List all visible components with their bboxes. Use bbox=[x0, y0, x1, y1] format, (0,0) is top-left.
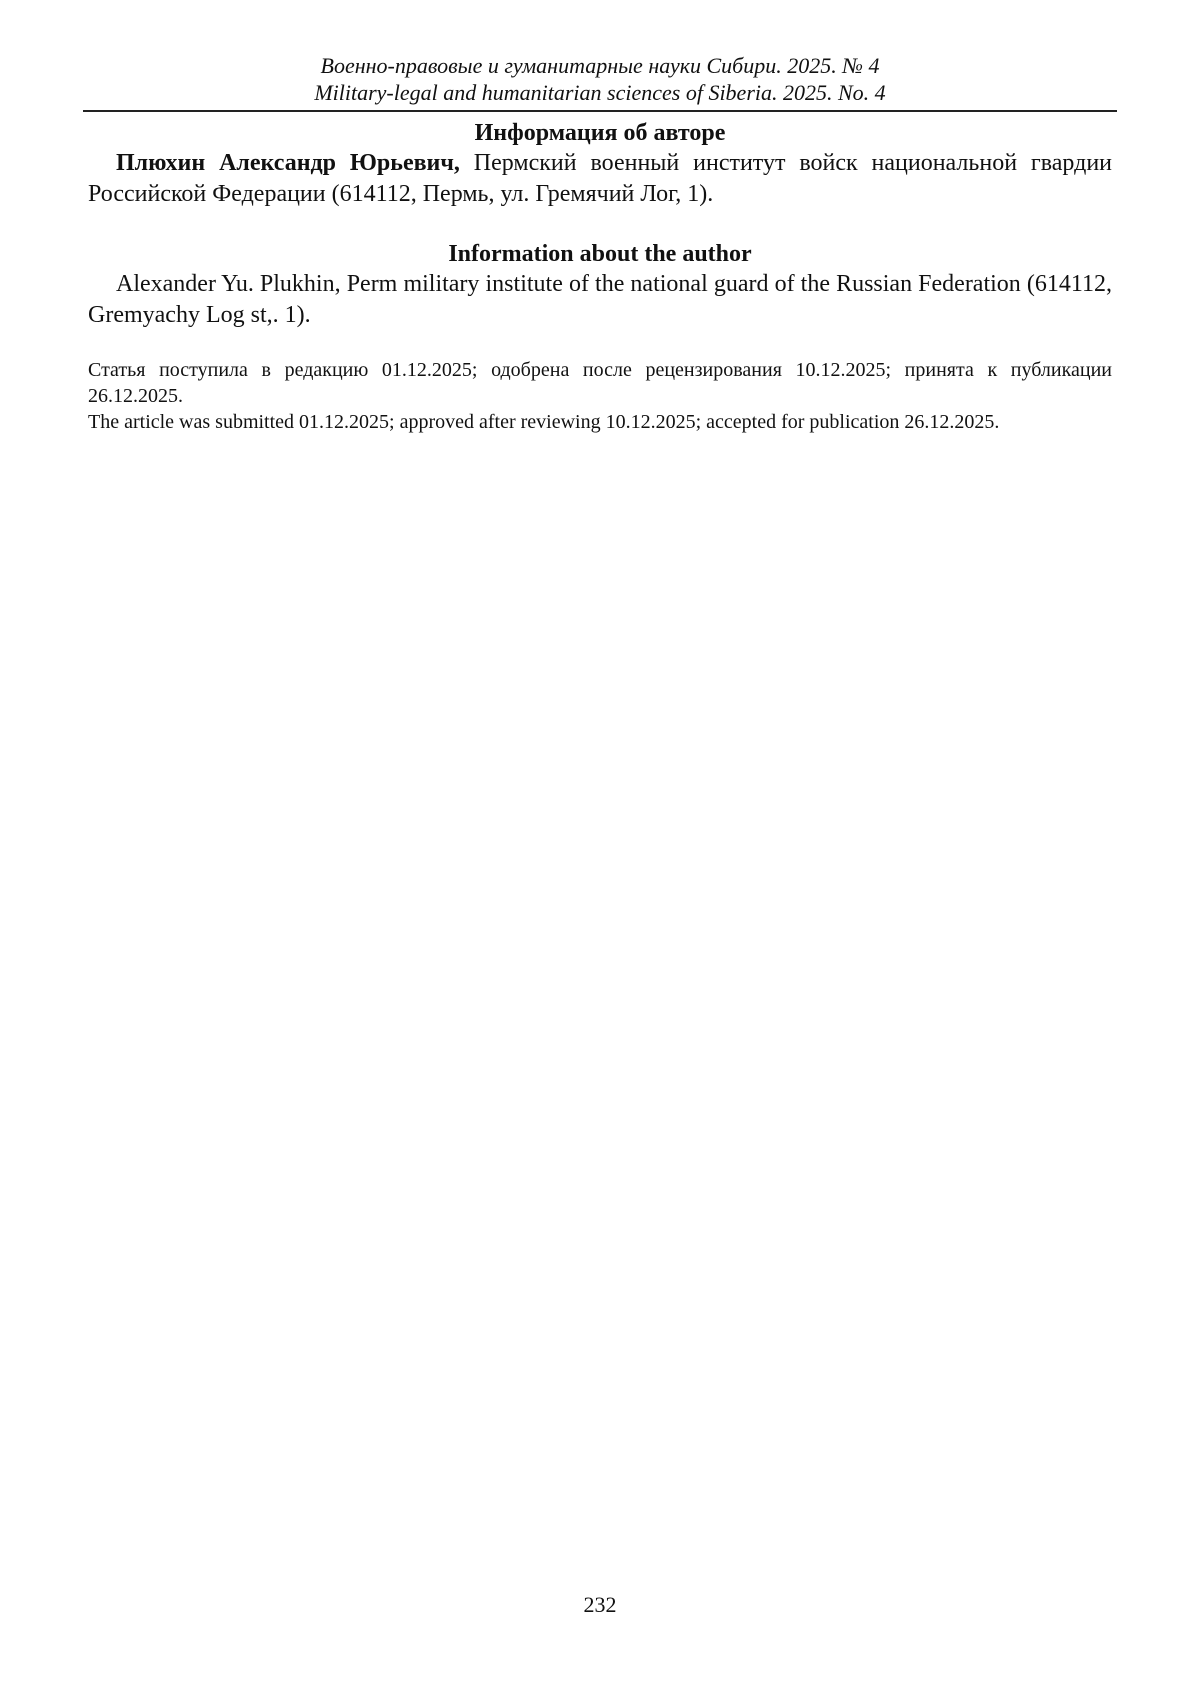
running-header bbox=[88, 0, 1112, 106]
journal-title-ru: Военно-правовые и гуманитарные науки Сибири. 2025. № 4 bbox=[320, 53, 880, 78]
journal-title-en: Military-legal and humanitarian sciences of Siberia. 2025. No. 4 bbox=[314, 80, 886, 105]
article-dates-ru: Статья поступила в редакцию 01.12.2025; одобрена после рецензирования 10.12.2025; принята к публикации 26.12.2025. bbox=[88, 359, 1112, 407]
article-dates bbox=[88, 357, 1112, 435]
author-affiliation-ru: Пермский военный институт войск национальной гвардии Российской Федерации (614112, Пермь, ул. Гремячий Лог, 1). bbox=[88, 150, 1112, 207]
author-info-en-heading: Information about the author bbox=[448, 241, 752, 267]
page-number: 232 bbox=[583, 1592, 617, 1617]
author-affiliation-en: Alexander Yu. Plukhin, Perm military institute of the national guard of the Russian Federation (614112, Gremyachy Log st,. 1). bbox=[88, 271, 1112, 328]
article-dates-en: The article was submitted 01.12.2025; approved after reviewing 10.12.2025; accepted for publication 26.12.2025. bbox=[88, 411, 1000, 433]
author-info-en bbox=[88, 239, 1112, 331]
author-name-ru: Плюхин Александр Юрьевич, bbox=[116, 150, 460, 176]
author-info-ru bbox=[88, 118, 1112, 210]
author-info-ru-heading: Информация об авторе bbox=[474, 120, 726, 146]
header-divider bbox=[83, 110, 1117, 112]
author-info-ru-paragraph bbox=[88, 148, 1112, 210]
